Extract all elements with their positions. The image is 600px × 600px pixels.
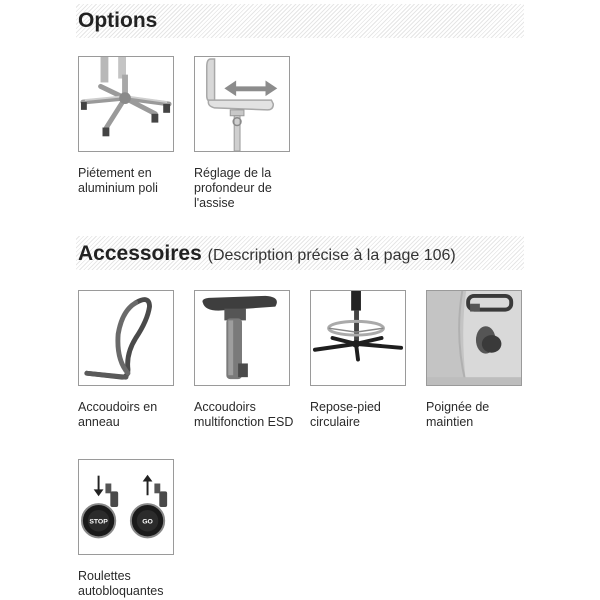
circular-footrest-icon [311, 291, 405, 385]
accessory-grab-handle [426, 290, 522, 386]
accessory-ring-armrest-label: Accoudoirs en anneau [78, 400, 158, 429]
seat-depth-adjust-icon [195, 57, 289, 151]
multifunction-armrest-icon [195, 291, 289, 385]
option-aluminium-base [78, 56, 174, 152]
accessory-circular-footrest [310, 290, 406, 386]
accessory-multifunction-armrest-label: Accoudoirs multifonction ESD [194, 400, 294, 429]
accessories-title-text: Accessoires [78, 242, 202, 265]
option-seat-depth [194, 56, 290, 152]
option-aluminium-base-label: Piétement en aluminium poli [78, 166, 158, 195]
options-title: Options [78, 9, 158, 32]
accessories-title [78, 242, 456, 266]
accessory-multifunction-armrest [194, 290, 290, 386]
option-seat-depth-label: Réglage de la profondeur de l'assise [194, 166, 272, 210]
go-badge: GO [142, 518, 153, 526]
accessory-self-locking-castors-label: Roulettes autobloquantes [78, 569, 164, 598]
accessories-description: (Description précise à la page 106) [207, 247, 456, 264]
accessory-circular-footrest-label: Repose-pied circulaire [310, 400, 381, 429]
accessory-self-locking-castors [78, 459, 174, 555]
self-locking-castors-icon [79, 460, 173, 554]
stop-badge: STOP [89, 518, 108, 526]
accessory-grab-handle-label: Poignée de maintien [426, 400, 490, 429]
accessory-ring-armrest [78, 290, 174, 386]
grab-handle-icon [427, 291, 521, 385]
ring-armrest-icon [79, 291, 173, 385]
aluminium-base-icon [79, 57, 173, 151]
